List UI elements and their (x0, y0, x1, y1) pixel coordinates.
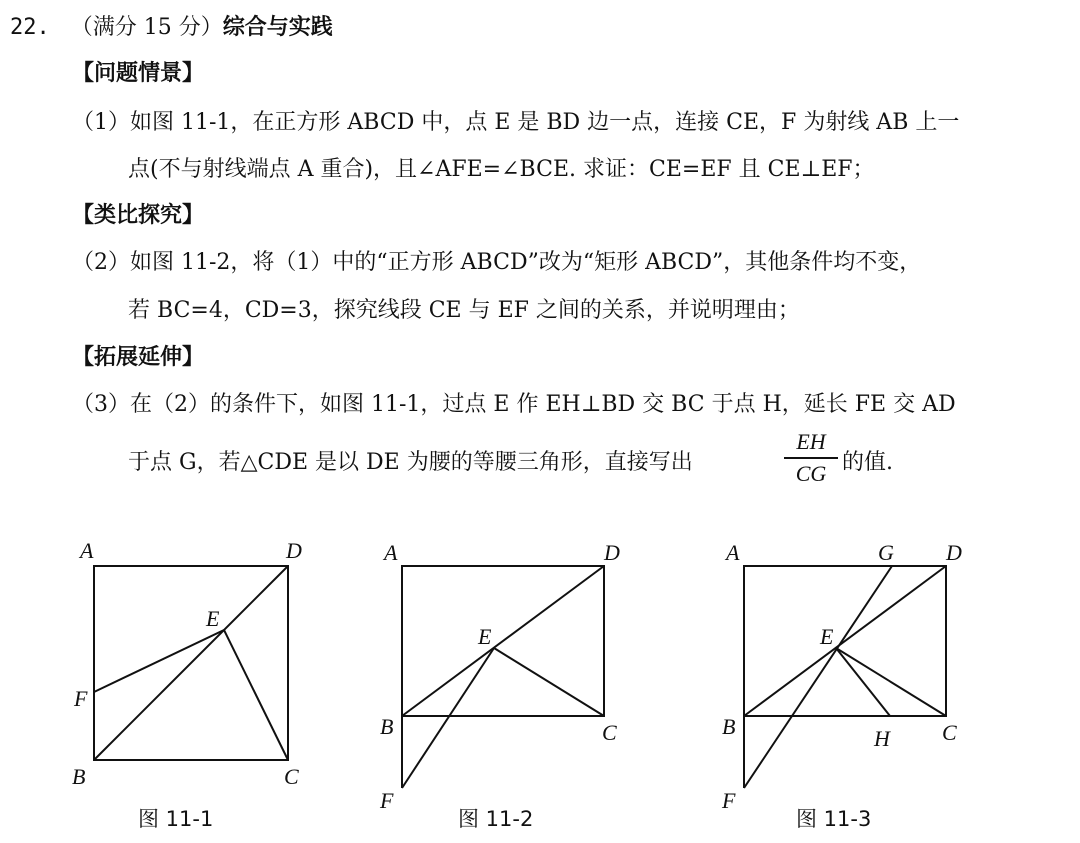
part3-line1: （3）在（2）的条件下，如图 11-1，过点 E 作 EH⊥BD 交 BC 于点 H，延长 FE 交 AD (72, 392, 956, 417)
label-a: A (80, 538, 94, 563)
fraction-bar (784, 457, 838, 459)
label-h: H (874, 726, 890, 751)
label-g: G (878, 540, 894, 565)
segment-bd (402, 566, 604, 716)
label-c: C (942, 720, 957, 745)
segment-ef (402, 648, 494, 788)
figure-caption: 图 11-1 (138, 807, 214, 830)
label-c: C (602, 720, 617, 745)
part1-line1: （1）如图 11-1，在正方形 ABCD 中，点 E 是 BD 边一点，连接 CE，F 为射线 AB 上一 (72, 110, 960, 135)
part1-line2: 点(不与射线端点 A 重合)，且∠AFE=∠BCE. 求证：CE=EF 且 CE⊥EF； (128, 157, 875, 182)
fraction-denominator: CG (795, 460, 827, 486)
label-f: F (380, 788, 394, 813)
part3-line2-a: 于点 G，若△CDE 是以 DE 为腰的等腰三角形，直接写出 (128, 450, 693, 475)
label-d: D (286, 538, 302, 563)
figure-caption: 图 11-2 (458, 807, 534, 831)
segment-gf (744, 566, 892, 788)
fraction-numerator: EH (796, 429, 826, 454)
label-f: F (722, 788, 736, 813)
label-e: E (206, 606, 220, 631)
segment-eh (836, 648, 890, 716)
segment-ec (224, 630, 288, 760)
part2-line2: 若 BC=4，CD=3，探究线段 CE 与 EF 之间的关系，并说明理由； (128, 298, 800, 323)
figure-caption: 图 11-3 (796, 807, 872, 831)
label-c: C (284, 764, 299, 789)
part3-line2-b: 的值. (842, 450, 893, 475)
label-a: A (384, 540, 398, 565)
question-number: 22. (10, 15, 50, 40)
label-b: B (722, 714, 736, 739)
label-b: B (72, 764, 86, 789)
part2-line1: （2）如图 11-2，将（1）中的“正方形 ABCD”改为“矩形 ABCD”，其他条件均不变， (72, 250, 922, 275)
label-d: D (946, 540, 962, 565)
label-f: F (74, 686, 88, 711)
segment-ec (836, 648, 946, 716)
segment-bd (744, 566, 946, 716)
segment-fe (94, 630, 224, 692)
figure-11-3 (712, 530, 1012, 840)
figure-11-2 (370, 530, 650, 840)
segment-bd (94, 566, 288, 760)
label-d: D (604, 540, 620, 565)
label-a: A (726, 540, 740, 565)
question-title: 综合与实践 (222, 14, 333, 40)
question-score: （满分 15 分） (70, 15, 223, 40)
figure-11-1 (60, 530, 320, 830)
fraction-eh-cg (784, 428, 838, 488)
label-e: E (478, 624, 492, 649)
question-header (10, 12, 333, 43)
section-heading-problem: 【问题情景】 (72, 60, 205, 86)
label-e: E (820, 624, 834, 649)
segment-ec (494, 648, 604, 716)
label-b: B (380, 714, 394, 739)
section-heading-extension: 【拓展延伸】 (72, 344, 205, 370)
section-heading-analogy: 【类比探究】 (72, 202, 205, 228)
